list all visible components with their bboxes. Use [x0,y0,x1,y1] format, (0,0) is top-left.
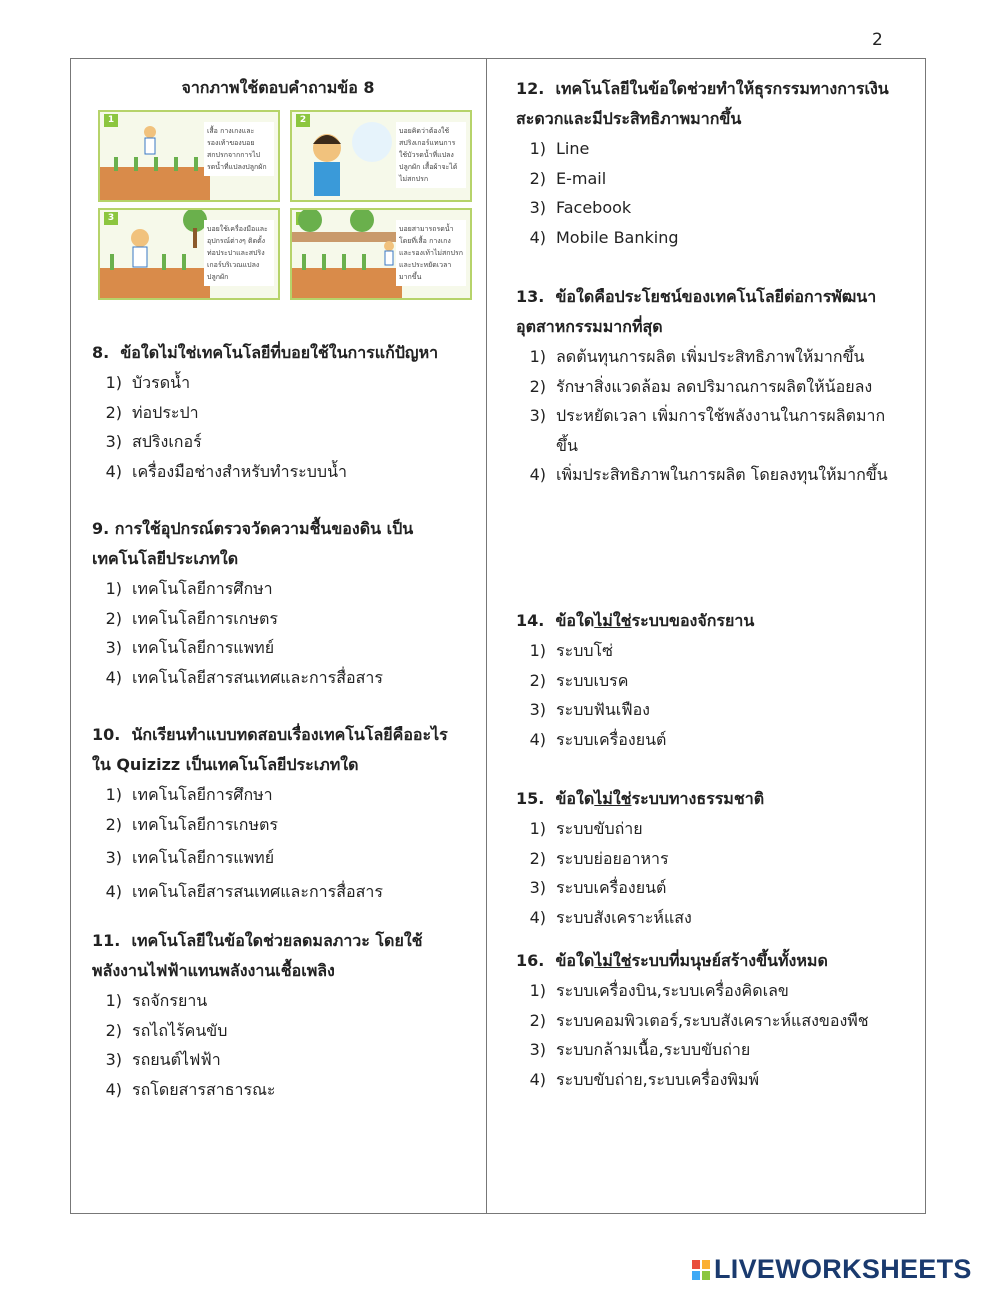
question-number: 9. [92,519,110,538]
question-number: 14. [516,611,545,630]
option-2[interactable]: 2) ระบบคอมพิวเตอร์,ระบบสังเคราะห์แสงของพืช [529,1010,869,1030]
question-text: ข้อใดไม่ใช่เทคโนโลยีที่บอยใช้ในการแก้ปัญหา [120,343,439,362]
option-4[interactable]: 4) เทคโนโลยีสารสนเทศและการสื่อสาร [105,881,383,901]
liveworksheets-logo[interactable] [692,1254,972,1285]
question-9 [92,514,462,692]
question-text-pre: ข้อใด [555,789,595,808]
logo-text: LIVEWORKSHEETS [714,1254,972,1284]
question-number: 12. [516,79,545,98]
option-3[interactable]: 3) เทคโนโลยีการแพทย์ [105,638,275,657]
question-14 [516,606,906,754]
option-2[interactable]: 2) เทคโนโลยีการเกษตร [105,814,278,834]
panel-number: 2 [296,114,310,127]
option-3[interactable]: 3) ระบบเครื่องยนต์ [529,878,667,897]
panel-text: บอยคิดว่าต้องใช้สปริงเกอร์แทนการใช้บัวรดน้ำที่แปลงปลูกผัก เสื้อผ้าจะได้ไม่สกปรก [396,122,466,188]
option-1[interactable]: 1) ระบบโซ่ [529,641,613,660]
panel-text: บอยสามารถรดน้ำโดยที่เสื้อ กางเกงและรองเท้าไม่สกปรก และประหยัดเวลามากขึ้น [396,220,466,286]
question-number: 16. [516,951,545,970]
page-number: 2 [872,30,883,50]
question-text-pre: ข้อใด [555,951,595,970]
panel-number: 3 [104,212,118,225]
question-text-post: ระบบทางธรรมชาติ [631,789,765,808]
question-text: เทคโนโลยีในข้อใดช่วยลดมลภาวะ โดยใช้พลังงานไฟฟ้าแทนพลังงานเชื้อเพลิง [92,931,423,980]
option-1[interactable]: 1) ระบบขับถ่าย [529,819,643,838]
story-panel-4 [290,208,472,300]
option-2[interactable]: 2) ระบบเบรค [529,670,629,690]
option-1[interactable]: 1) รถจักรยาน [105,991,208,1010]
question-16 [516,946,906,1094]
question-11 [92,926,462,1104]
image-caption: จากภาพใช้ตอบคำถามข้อ 8 [181,78,375,97]
option-4[interactable]: 4) ระบบขับถ่าย,ระบบเครื่องพิมพ์ [529,1069,760,1089]
question-text-post: ระบบของจักรยาน [631,611,755,630]
option-3[interactable]: 3) เทคโนโลยีการแพทย์ [105,848,275,867]
garden-illustration [100,112,210,200]
sprinkler-garden-illustration [292,210,402,298]
story-panel-1 [98,110,280,202]
installing-pipes-illustration [100,210,210,298]
options-list [516,342,906,490]
option-2[interactable]: 2) รักษาสิ่งแวดล้อม ลดปริมาณการผลิตให้น้อยลง [529,376,873,396]
question-number: 13. [516,287,545,306]
question-13 [516,282,906,490]
question-text-underline: ไม่ใช่ [594,951,632,970]
option-1[interactable]: 1) เทคโนโลยีการศึกษา [105,785,273,804]
panel-text: บอยใช้เครื่องมือและอุปกรณ์ต่างๆ ติดตั้งท่อประปาและสปริงเกอร์บริเวณแปลงปลูกผัก [204,220,274,286]
option-1[interactable]: 1) ระบบเครื่องบิน,ระบบเครื่องคิดเลข [529,981,789,1000]
question-text: เทคโนโลยีในข้อใดช่วยทำให้ธุรกรรมทางการเงินสะดวกและมีประสิทธิภาพมากขึ้น [516,79,889,128]
question-15 [516,784,906,932]
question-12 [516,74,906,252]
boy-thinking-illustration [292,112,402,200]
column-divider [486,58,487,1214]
options-list [92,574,462,692]
options-list [92,368,462,486]
option-4[interactable]: 4) เพิ่มประสิทธิภาพในการผลิต โดยลงทุนให้มากขึ้น [529,465,888,484]
story-panel-3 [98,208,280,300]
option-4[interactable]: 4) ระบบสังเคราะห์แสง [529,907,692,927]
option-3[interactable]: 3) Facebook [529,198,632,217]
option-2[interactable]: 2) รถไถไร้คนขับ [105,1020,228,1040]
option-3[interactable]: 3) ประหยัดเวลา เพิ่มการใช้พลังงานในการผลิตมากขึ้น [529,406,886,455]
options-list [516,814,906,932]
question-number: 15. [516,789,545,808]
option-3[interactable]: 3) รถยนต์ไฟฟ้า [105,1050,221,1069]
options-list [516,976,906,1094]
options-list [516,134,906,252]
option-2[interactable]: 2) ท่อประปา [105,402,199,422]
option-1[interactable]: 1) ลดต้นทุนการผลิต เพิ่มประสิทธิภาพให้มากขึ้น [529,347,865,366]
option-3[interactable]: 3) ระบบกล้ามเนื้อ,ระบบขับถ่าย [529,1040,751,1059]
option-1[interactable]: 1) บัวรดน้ำ [105,373,191,392]
option-4[interactable]: 4) เทคโนโลยีสารสนเทศและการสื่อสาร [105,667,383,687]
options-list [516,636,906,754]
question-text: นักเรียนทำแบบทดสอบเรื่องเทคโนโลยีคืออะไร ใน Quizizz เป็นเทคโนโลยีประเภทใด [92,725,448,774]
question-8 [92,338,462,486]
option-2[interactable]: 2) ระบบย่อยอาหาร [529,848,669,868]
question-number: 8. [92,343,110,362]
logo-blocks-icon [692,1260,710,1280]
panel-number: 1 [104,114,118,127]
question-text-underline: ไม่ใช่ [594,611,632,630]
question-text: การใช้อุปกรณ์ตรวจวัดความชื้นของดิน เป็นเทคโนโลยีประเภทใด [92,519,414,568]
option-4[interactable]: 4) รถโดยสารสาธารณะ [105,1079,276,1099]
option-4[interactable]: 4) ระบบเครื่องยนต์ [529,729,667,749]
option-1[interactable]: 1) Line [529,139,590,158]
option-3[interactable]: 3) ระบบฟันเฟือง [529,700,650,719]
question-text-post: ระบบที่มนุษย์สร้างขึ้นทั้งหมด [631,951,828,970]
option-3[interactable]: 3) สปริงเกอร์ [105,432,202,451]
question-number: 11. [92,931,121,950]
question-10 [92,720,462,906]
question-text: ข้อใดคือประโยชน์ของเทคโนโลยีต่อการพัฒนาอุตสาหกรรมมากที่สุด [516,287,877,336]
option-2[interactable]: 2) E-mail [529,168,607,188]
option-4[interactable]: 4) Mobile Banking [529,227,679,247]
options-list [92,780,462,906]
option-4[interactable]: 4) เครื่องมือช่างสำหรับทำระบบน้ำ [105,461,347,481]
panel-text: เสื้อ กางเกงและรองเท้าของบอยสกปรกจากการไปรดน้ำที่แปลงปลูกผัก [204,122,274,176]
question-text-underline: ไม่ใช่ [594,789,632,808]
option-1[interactable]: 1) เทคโนโลยีการศึกษา [105,579,273,598]
option-2[interactable]: 2) เทคโนโลยีการเกษตร [105,608,278,628]
story-panel-2 [290,110,472,202]
question-number: 10. [92,725,121,744]
question-text-pre: ข้อใด [555,611,595,630]
options-list [92,986,462,1104]
